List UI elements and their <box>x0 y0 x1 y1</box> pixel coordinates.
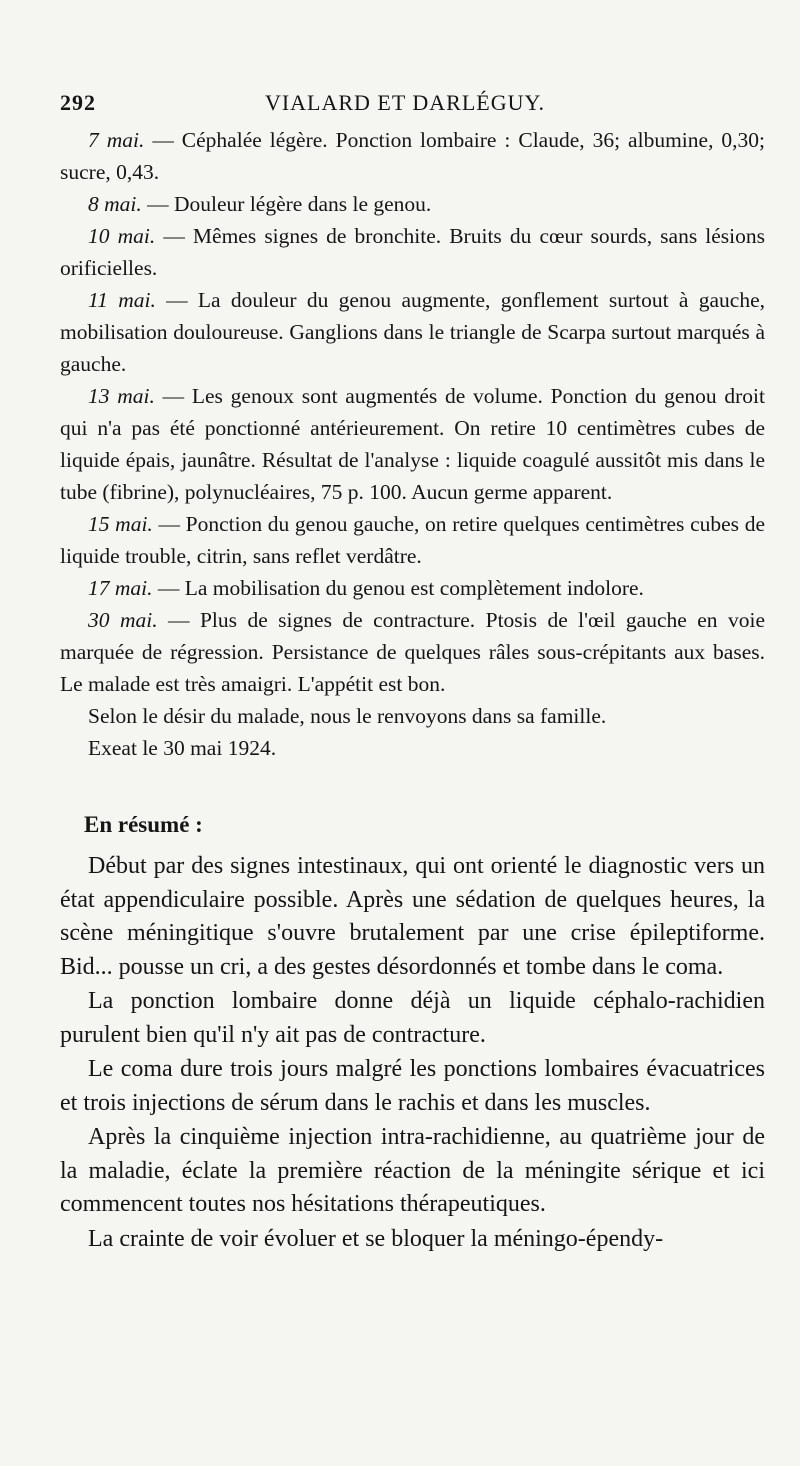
entry-date: 30 mai. <box>88 608 158 632</box>
entry-paragraph <box>60 188 765 220</box>
entry-text: — Plus de signes de contracture. Ptosis de l'œil gauche en voie marquée de régression. Persistance de quelques râles sous-crépitants aux bases. Le malade est très amaigri. L'appétit est bon. <box>60 608 766 696</box>
entry-paragraph <box>60 604 765 700</box>
summary-heading: En résumé : <box>84 812 203 837</box>
entry-text: Selon le désir du malade, nous le renvoyons dans sa famille. <box>88 704 607 728</box>
page-number: 292 <box>60 90 96 115</box>
entry-text: Exeat le 30 mai 1924. <box>88 736 277 760</box>
entry-date: 7 mai. <box>88 128 145 152</box>
entry-text: — Mêmes signes de bronchite. Bruits du cœur sourds, sans lésions orificielles. <box>60 224 766 280</box>
entry-paragraph <box>60 284 765 380</box>
entry-paragraph <box>60 700 765 732</box>
page-header <box>60 82 750 122</box>
entry-paragraph <box>60 124 765 188</box>
entry-date: 11 mai. <box>88 288 156 312</box>
entry-paragraph <box>60 220 765 284</box>
entry-date: 13 mai. <box>88 384 155 408</box>
entry-paragraph <box>60 732 765 764</box>
entry-date: 10 mai. <box>88 224 156 248</box>
entry-text: — La mobilisation du genou est complètement indolore. <box>152 576 644 600</box>
summary-text <box>60 850 765 1257</box>
summary-paragraph: Après la cinquième injection intra-rachidienne, au quatrième jour de la maladie, éclate la première réaction de la méningite sérique et ici commencent toutes nos hésitations thérapeutiques. <box>60 1124 765 1217</box>
summary-paragraph: Le coma dure trois jours malgré les ponctions lombaires évacuatrices et trois injections de sérum dans le rachis et dans les muscles. <box>60 1056 765 1116</box>
entry-date: 17 mai. <box>88 576 153 600</box>
entry-date: 8 mai. <box>88 192 142 216</box>
entry-text: — La douleur du genou augmente, gonflement surtout à gauche, mobilisation douloureuse. Ganglions dans le triangle de Scarpa surtout marqués à gauche. <box>60 288 766 376</box>
entry-paragraph <box>60 380 765 508</box>
running-title: VIALARD ET DARLÉGUY. <box>264 90 546 115</box>
summary-paragraph: La ponction lombaire donne déjà un liquide céphalo-rachidien purulent bien qu'il n'y ait pas de contracture. <box>60 988 765 1048</box>
summary-paragraph: Début par des signes intestinaux, qui ont orienté le diagnostic vers un état appendiculaire possible. Après une sédation de quelques heures, la scène méningitique s'ouvre brutalement par une crise épileptiforme. Bid... pousse un cri, a des gestes désordonnés et tombe dans le coma. <box>60 853 765 980</box>
entry-paragraph <box>60 572 765 604</box>
entry-text: — Douleur légère dans le genou. <box>141 192 432 216</box>
entry-paragraph <box>60 508 765 572</box>
entry-text: — Les genoux sont augmentés de volume. Ponction du genou droit qui n'a pas été ponctionné antérieurement. On retire 10 centimètres cubes de liquide épais, jaunâtre. Résultat de l'analyse : liquide coagulé aussitôt mis dans le tube (fibrine), polynucléaires, 75 p. 100. Aucun germe apparent. <box>60 384 765 504</box>
entry-text: — Céphalée légère. Ponction lombaire : Claude, 36; albumine, 0,30; sucre, 0,43. <box>60 128 766 184</box>
entry-text: — Ponction du genou gauche, on retire quelques centimètres cubes de liquide trouble, citrin, sans reflet verdâtre. <box>60 512 766 568</box>
clinical-entries <box>60 124 765 764</box>
entry-date: 15 mai. <box>88 512 153 536</box>
summary-paragraph: La crainte de voir évoluer et se bloquer la méningo-épendy- <box>88 1225 664 1252</box>
